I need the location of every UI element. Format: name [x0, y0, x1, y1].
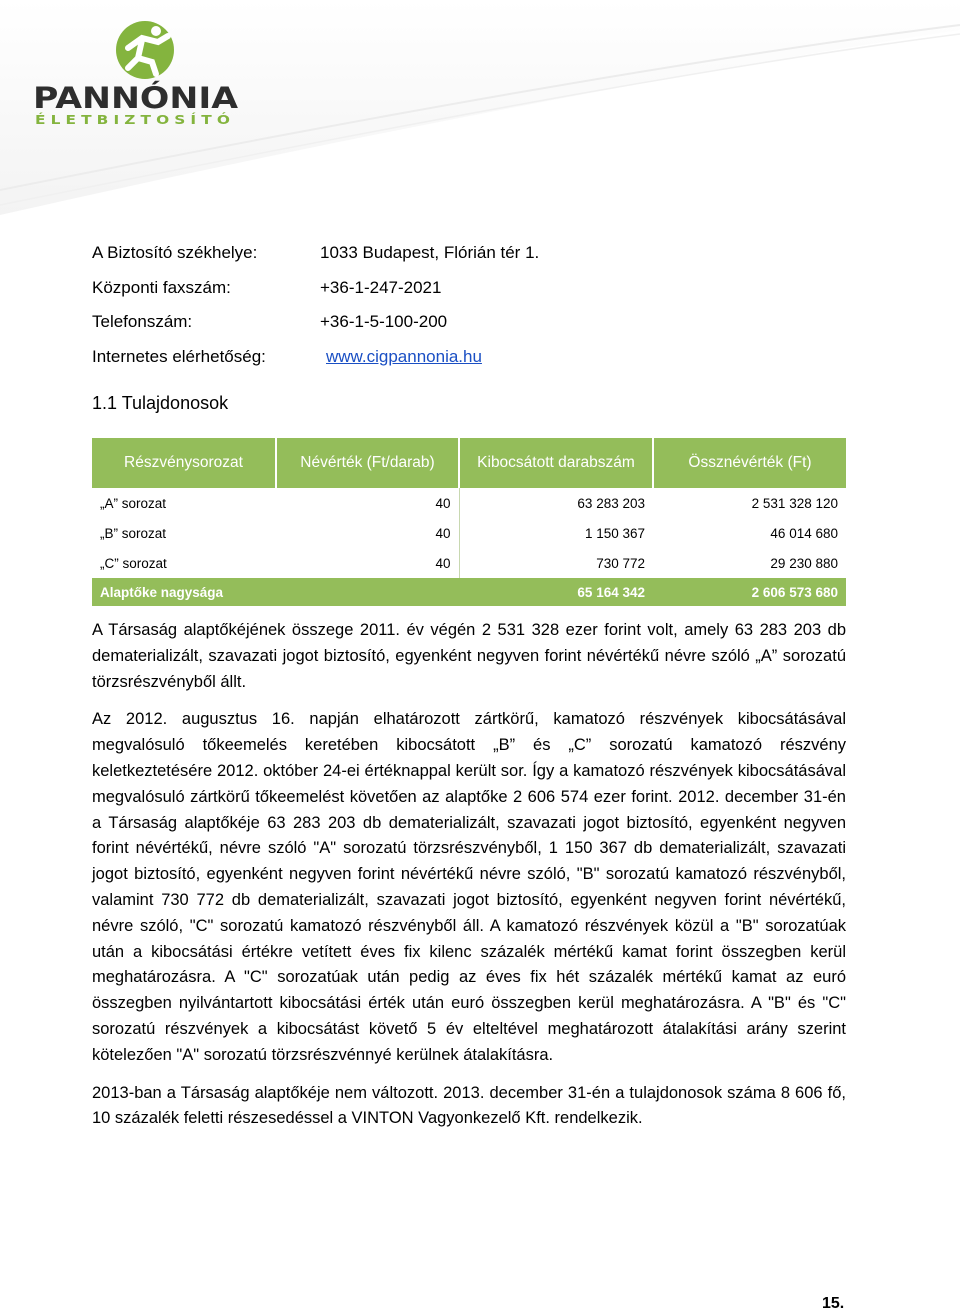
table-total-row [92, 578, 846, 606]
paragraph: 2013-ban a Társaság alaptőkéje nem változott. 2013. december 31-én a tulajdonosok száma 8 606 fő, 10 százalék feletti részesedéssel a VINTON Vagyonkezelő Kft. rendelkezik. [92, 1083, 846, 1128]
body-text [92, 618, 846, 1144]
info-label: Központi faxszám: [92, 277, 231, 297]
table-cell: „B” sorozat [100, 525, 167, 541]
info-label: A Biztosító székhelye: [92, 243, 258, 263]
header-issued-count: Kibocsátott darabszám [459, 438, 653, 488]
table-cell: 46 014 680 [770, 525, 838, 541]
table-cell: 40 [435, 555, 451, 571]
info-value: 1033 Budapest, Flórián tér 1. [320, 243, 540, 263]
table-row [92, 548, 846, 578]
table-row [92, 488, 846, 518]
header-total-value: Össznévérték (Ft) [653, 438, 846, 488]
paragraph: Az 2012. augusztus 16. napján elhatározott zártkörű, kamatozó részvények kibocsátásával megvalósuló tőkeemelés keretében kibocsátott „B” és „C” sorozatú kamatozó részvény keletkeztetésére 2012. október 24-ei értéknappal került sor. Így a kamatozó részvények kibocsátásával megvalósuló zártkörű tőkeemelést követően az alaptőke 2 606 574 ezer forint. 2012. december 31-én a Társaság alaptőkéje 63 283 203 db dematerializált, szavazati jogot biztosító, egyenként negyven forint névértékű, névre szóló "A" sorozatú törzsrészvényből, 1 150 367 db dematerializált, szavazati jogot biztosító, egyenként negyven forint névértékű névre szóló, "B" sorozatú kamatozó részvényből, valamint 730 772 db dematerializált, szavazati jogot biztosító, egyenként negyven forint névértékű, névre szóló, "C" sorozatú kamatozó részvényből áll. A kamatozó részvények közül a "B" sorozatúak után a kibocsátási értékre vetített éves fix kilenc százalék mértékű kamat forint összegben kerül meghatározásra. A "C" sorozatúak után pedig az éves fix hét százalék mértékű kamat az euró összegben nyilvántartott kibocsátási érték után euró összegben kerül meghatározásra. A "B" és "C" sorozatú részvények a kibocsátást követő 5 év elteltével meghatározott átalakítási arány szerint kötelezően "A" sorozatú törzsrészvénnyé kerülnek átalakításra. [92, 710, 846, 1064]
info-row-phone [92, 305, 539, 340]
table-cell: 63 283 203 [459, 488, 653, 518]
header-series: Részvénysorozat [92, 438, 276, 488]
table-cell: 2 531 328 120 [751, 495, 838, 511]
pannonia-logo [20, 20, 270, 140]
table-cell: 40 [435, 495, 451, 511]
table-cell: „C” sorozat [100, 555, 167, 571]
info-label: Internetes elérhetőség: [92, 346, 266, 366]
company-info [92, 236, 539, 374]
table-cell: 29 230 880 [770, 555, 838, 571]
logo-brand-name: PANNÓNIA [33, 81, 239, 115]
info-value: +36-1-5-100-200 [320, 312, 448, 332]
paragraph: A Társaság alaptőkéjének összege 2011. év végén 2 531 328 ezer forint volt, amely 63 283 203 db dematerializált, szavazati jogot biztosító, egyenként negyven forint névértékű névre szóló „A” sorozatú törzsrészvényből állt. [92, 621, 846, 691]
info-label: Telefonszám: [92, 312, 193, 332]
website-link[interactable]: www.cigpannonia.hu [326, 346, 482, 366]
info-row-fax [92, 271, 539, 306]
logo-brand-sub: ÉLETBIZTOSÍTÓ [35, 113, 192, 127]
logo-figure-icon [116, 21, 174, 79]
info-value: +36-1-247-2021 [320, 277, 442, 297]
table-cell: 730 772 [459, 548, 653, 578]
table-row [92, 518, 846, 548]
page-number: 15. [822, 1295, 845, 1312]
header-face-value: Névérték (Ft/darab) [276, 438, 459, 488]
section-title: 1.1 Tulajdonosok [92, 393, 229, 413]
table-header-row [92, 438, 846, 488]
info-row-address [92, 236, 539, 271]
total-value: 2 606 573 680 [653, 578, 846, 606]
table-cell: 1 150 367 [459, 518, 653, 548]
info-row-website [92, 340, 539, 375]
total-count: 65 164 342 [459, 578, 653, 606]
table-cell [276, 578, 459, 606]
table-cell: 40 [435, 525, 451, 541]
total-label: Alaptőke nagysága [92, 578, 276, 606]
shares-table [92, 438, 846, 606]
table-cell: „A” sorozat [100, 495, 167, 511]
